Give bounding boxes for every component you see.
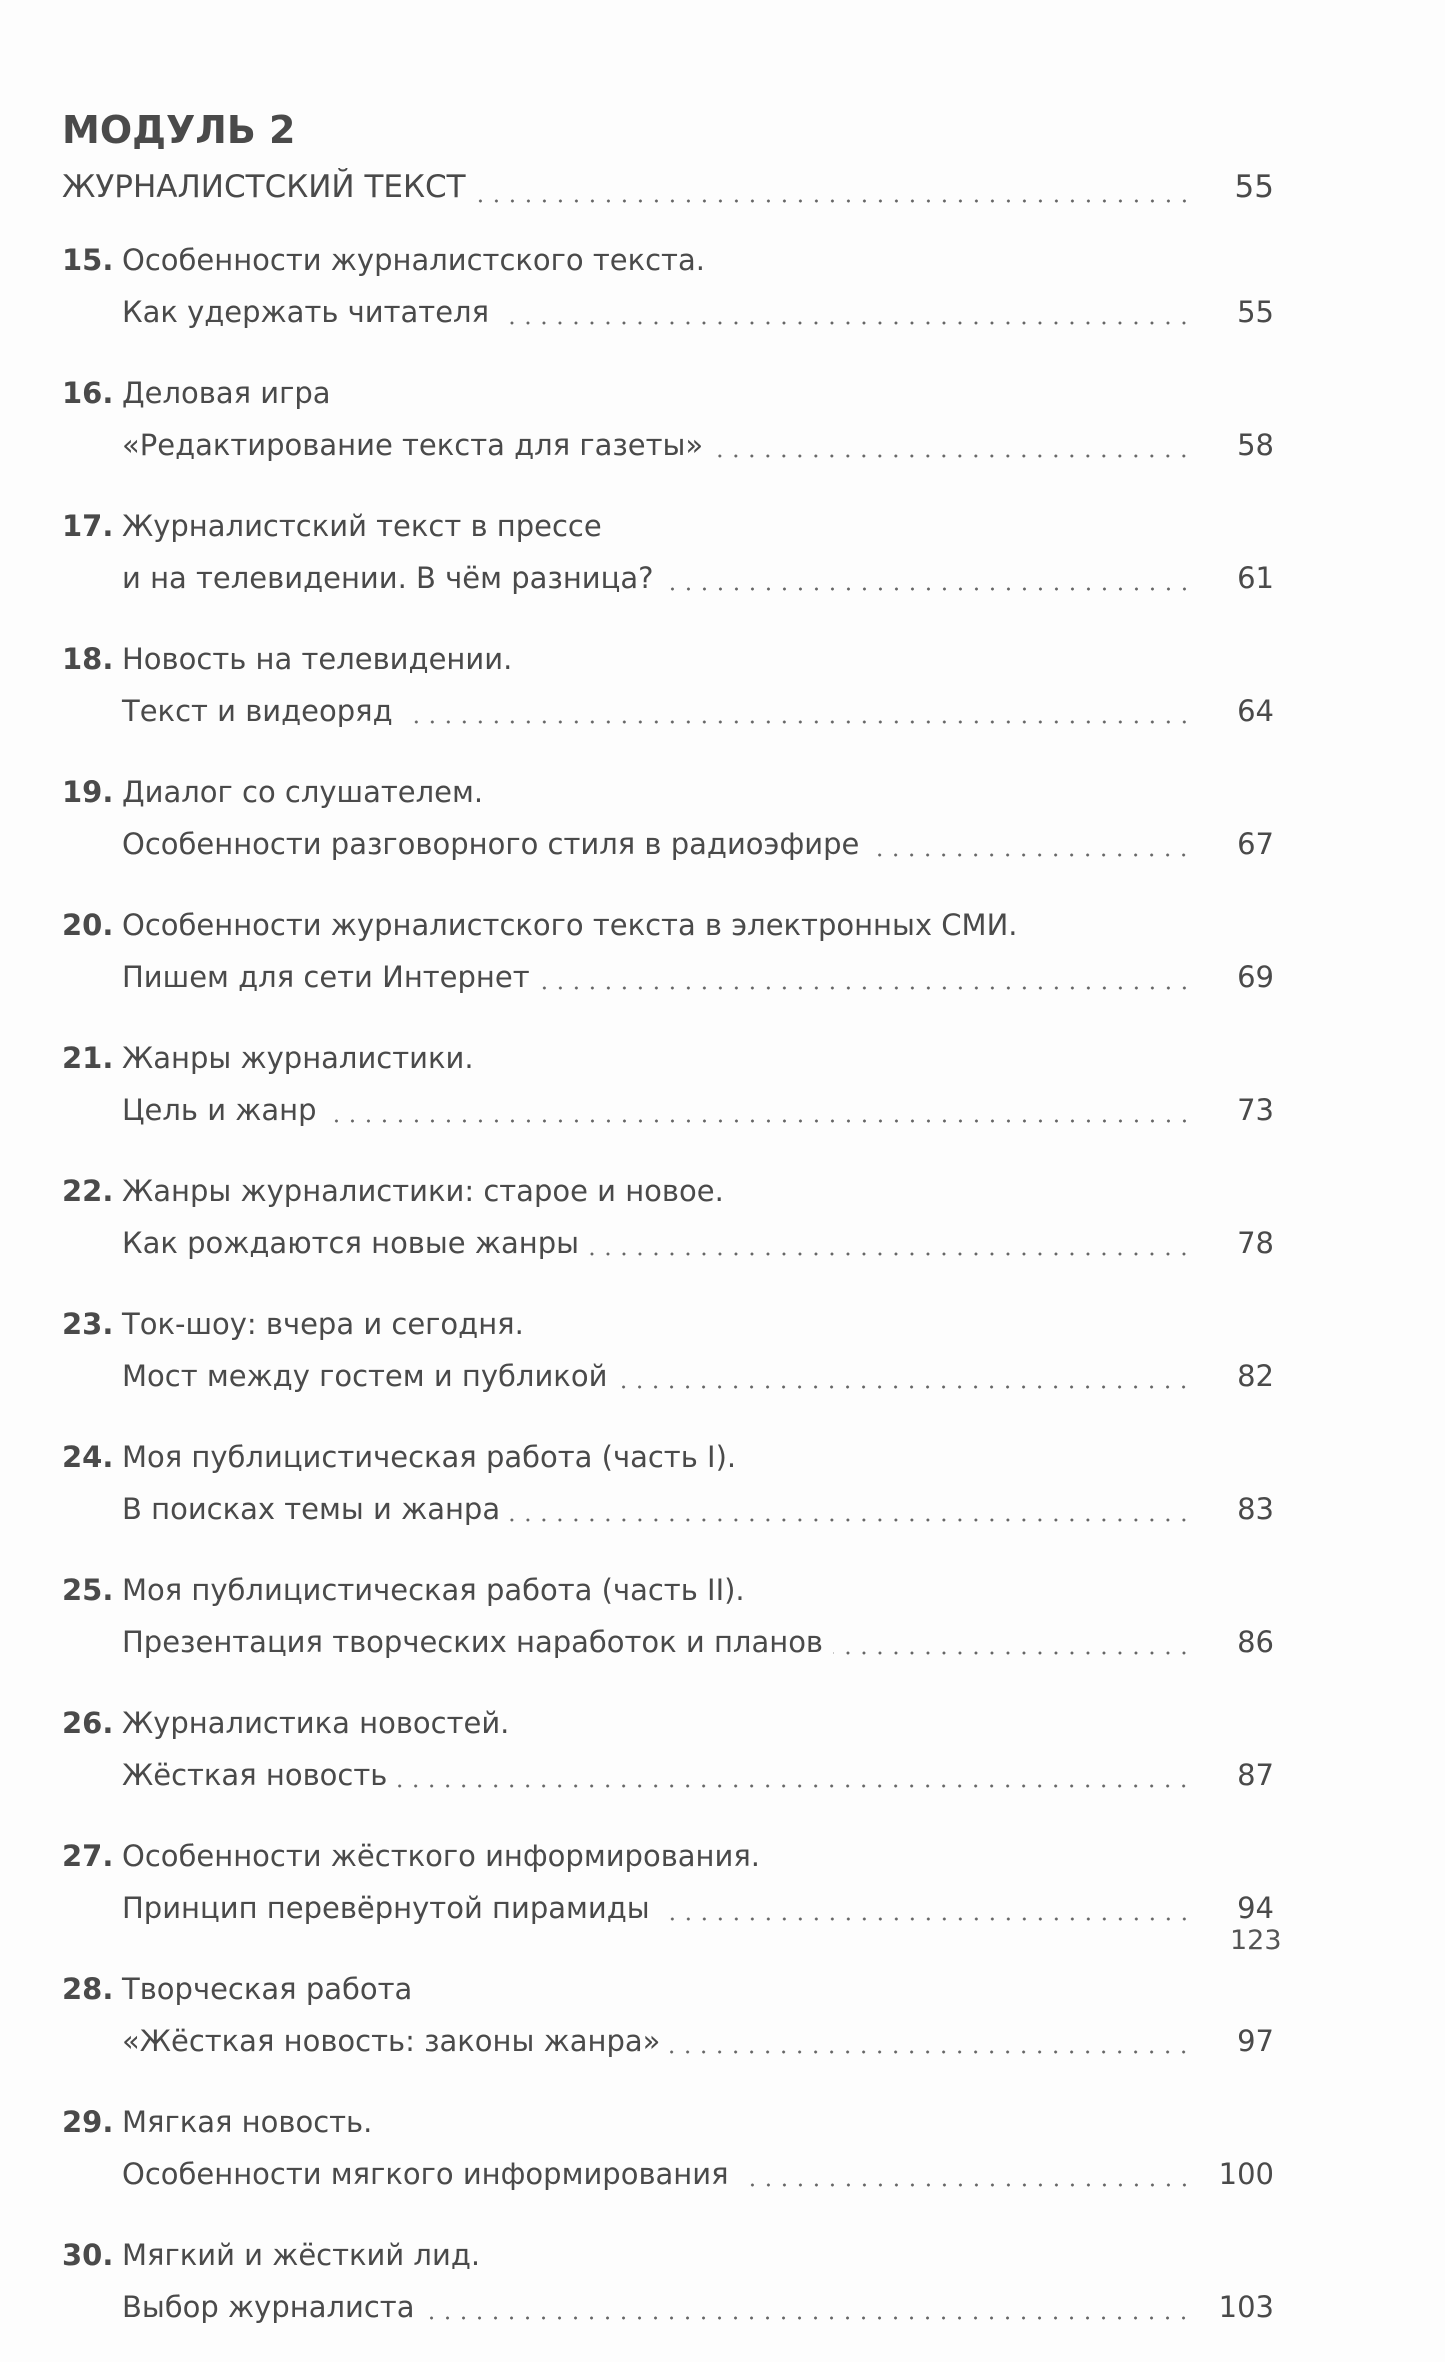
page-ref: 94 [1237,1891,1274,1925]
entry-number: 16. [62,376,114,410]
dot-leader [589,1252,1192,1256]
entry-title: Журналистика новостей. [122,1706,510,1740]
entry-subtitle-line [62,286,1274,338]
entry-subtitle: Мост между гостем и публикой [122,1359,608,1393]
entry-subtitle: Текст и видеоряд [122,694,393,728]
entry-title: Творческая работа [122,1972,413,2006]
entry-number: 25. [62,1573,114,1607]
dot-leader [424,2316,1192,2320]
page-ref: 78 [1237,1226,1274,1260]
entry-number: 23. [62,1307,114,1341]
entry-title: Моя публицистическая работа (часть I). [122,1440,737,1474]
entry-number: 18. [62,642,114,676]
toc-entry[interactable] [62,633,1274,737]
dot-leader [739,2183,1192,2187]
entry-number: 19. [62,775,114,809]
entry-title-line [62,1564,1274,1616]
page-ref: 67 [1237,827,1274,861]
entry-number: 22. [62,1174,114,1208]
entry-title-line [62,1697,1274,1749]
entry-subtitle: Как рождаются новые жанры [122,1226,580,1260]
toc-entry[interactable] [62,899,1274,1003]
entry-subtitle: Принцип перевёрнутой пирамиды [122,1891,650,1925]
entry-title-line [62,1963,1274,2015]
dot-leader [660,1917,1192,1921]
toc-entry[interactable] [62,1564,1274,1668]
entry-title-line [62,500,1274,552]
toc-entry[interactable] [62,1963,1274,2067]
toc-entry[interactable] [62,367,1274,471]
entry-title-line [62,367,1274,419]
entry-title: Ток-шоу: вчера и сегодня. [122,1307,524,1341]
dot-leader [327,1119,1192,1123]
page-ref: 83 [1237,1492,1274,1526]
entry-number: 29. [62,2105,114,2139]
entry-subtitle-line [62,552,1274,604]
entry-title-line [62,1431,1274,1483]
entry-subtitle: В поисках темы и жанра [122,1492,501,1526]
entry-title: Особенности жёсткого информирования. [122,1839,761,1873]
entry-number: 24. [62,1440,114,1474]
dot-leader [833,1651,1192,1655]
page-ref: 100 [1218,2157,1274,2191]
entry-subtitle-line [62,1084,1274,1136]
entry-title-line [62,234,1274,286]
entry-subtitle: Жёсткая новость [122,1758,388,1792]
entry-subtitle: Особенности мягкого информирования [122,2157,729,2191]
entry-number: 17. [62,509,114,543]
entry-subtitle-line [62,1483,1274,1535]
toc-entry[interactable] [62,2096,1274,2200]
entry-subtitle: Пишем для сети Интернет [122,960,530,994]
entry-subtitle: Особенности разговорного стиля в радиоэфире [122,827,860,861]
entry-subtitle-line [62,1882,1274,1934]
page-ref: 64 [1237,694,1274,728]
entry-title: Особенности журналистского текста. [122,243,705,277]
entry-subtitle: Презентация творческих наработок и планов [122,1625,824,1659]
dot-leader [403,720,1192,724]
section-heading [62,158,1274,216]
toc-entry[interactable] [62,1830,1274,1934]
page-number: 123 [1230,1925,1282,1956]
dot-leader [510,1518,1192,1522]
page-ref: 87 [1237,1758,1274,1792]
toc-entry[interactable] [62,1431,1274,1535]
entry-title: Новость на телевидении. [122,642,513,676]
page-ref: 55 [1237,295,1274,329]
page-ref: 73 [1237,1093,1274,1127]
entry-subtitle-line [62,419,1274,471]
entry-title: Диалог со слушателем. [122,775,484,809]
entry-number: 30. [62,2238,114,2272]
entry-subtitle-line [62,951,1274,1003]
entry-title: Жанры журналистики: старое и новое. [122,1174,724,1208]
entry-title-line [62,1032,1274,1084]
entry-number: 15. [62,243,114,277]
entry-title-line [62,1298,1274,1350]
entry-title: Моя публицистическая работа (часть II). [122,1573,745,1607]
entry-title: Особенности журналистского текста в электронных СМИ. [122,908,1018,942]
dot-leader [664,587,1192,591]
dot-leader [499,321,1192,325]
entry-title-line [62,633,1274,685]
entry-subtitle-line [62,818,1274,870]
entry-number: 28. [62,1972,114,2006]
entry-subtitle: Как удержать читателя [122,295,490,329]
entry-title: Деловая игра [122,376,331,410]
toc-entry[interactable] [62,234,1274,338]
entry-title-line [62,1165,1274,1217]
toc-entries [62,234,1274,2333]
page-ref: 61 [1237,561,1274,595]
entry-number: 21. [62,1041,114,1075]
entry-subtitle: «Жёсткая новость: законы жанра» [122,2024,661,2058]
toc-entry[interactable] [62,1298,1274,1402]
entry-subtitle: и на телевидении. В чём разница? [122,561,654,595]
dot-leader [397,1784,1192,1788]
toc-entry[interactable] [62,1032,1274,1136]
dot-leader [540,986,1192,990]
entry-number: 20. [62,908,114,942]
entry-subtitle-line [62,1749,1274,1801]
page-ref: 69 [1237,960,1274,994]
entry-number: 26. [62,1706,114,1740]
entry-title: Мягкий и жёсткий лид. [122,2238,481,2272]
dot-leader [869,853,1192,857]
section-title: ЖУРНАЛИСТСКИЙ ТЕКСТ [62,169,466,205]
entry-subtitle-line [62,2148,1274,2200]
entry-subtitle-line [62,1217,1274,1269]
page-ref: 86 [1237,1625,1274,1659]
entry-title-line [62,1830,1274,1882]
page-ref: 82 [1237,1359,1274,1393]
dot-leader [617,1385,1192,1389]
dot-leader [476,199,1192,203]
entry-title-line [62,2096,1274,2148]
page-ref: 103 [1218,2290,1274,2324]
entry-subtitle-line [62,1350,1274,1402]
toc-entry[interactable] [62,766,1274,870]
page-ref: 58 [1237,428,1274,462]
toc-entry[interactable] [62,2229,1274,2333]
entry-title-line [62,2229,1274,2281]
dot-leader [670,2050,1192,2054]
entry-subtitle: «Редактирование текста для газеты» [122,428,704,462]
entry-subtitle-line [62,685,1274,737]
table-of-contents [62,108,1274,2362]
entry-subtitle-line [62,2015,1274,2067]
entry-subtitle-line [62,1616,1274,1668]
page-ref: 55 [1234,169,1274,205]
dot-leader [713,454,1192,458]
entry-subtitle-line [62,2281,1274,2333]
toc-entry[interactable] [62,1165,1274,1269]
entry-title-line [62,899,1274,951]
entry-title: Журналистский текст в прессе [122,509,602,543]
entry-subtitle: Цель и жанр [122,1093,317,1127]
toc-entry[interactable] [62,500,1274,604]
entry-number: 27. [62,1839,114,1873]
entry-title-line [62,766,1274,818]
entry-title: Мягкая новость. [122,2105,373,2139]
module-title: МОДУЛЬ 2 [62,108,296,152]
entry-title: Жанры журналистики. [122,1041,474,1075]
page-ref: 97 [1237,2024,1274,2058]
toc-entry[interactable] [62,1697,1274,1801]
entry-subtitle: Выбор журналиста [122,2290,415,2324]
